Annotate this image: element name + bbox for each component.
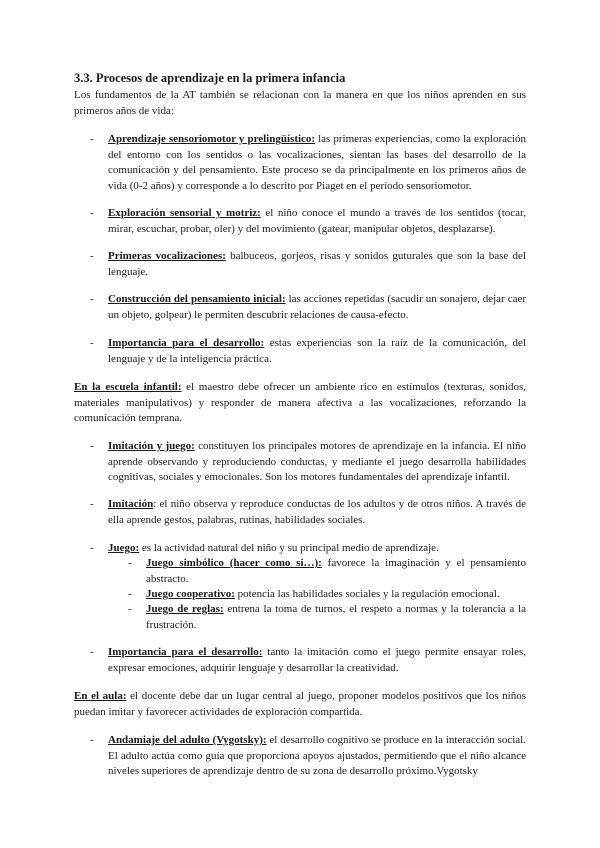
list-item: [108, 206, 526, 237]
list-item: [108, 733, 526, 780]
paragraph-term: En el aula:: [74, 690, 127, 702]
bullet-dash: -: [90, 337, 94, 349]
item-term: Imitación: [108, 498, 154, 510]
item-term: Juego cooperativo:: [146, 588, 235, 600]
intro-paragraph: Los fundamentos de la AT también se relacionan con la manera en que los niños aprenden en sus primeros años de vida:: [74, 89, 526, 117]
item-term: Exploración sensorial y motriz:: [108, 207, 261, 219]
bullet-dash: -: [90, 207, 94, 219]
item-text: estas experiencias son la raíz de la comunicación, del lenguaje y de la inteligencia práctica.: [108, 337, 526, 365]
item-term: Importancia para el desarrollo:: [108, 646, 263, 658]
classroom-paragraph: [74, 689, 526, 720]
bullet-dash: -: [90, 133, 94, 145]
bullet-dash: -: [90, 250, 94, 262]
bullet-dash: -: [90, 646, 94, 658]
item-term: Juego de reglas:: [146, 603, 224, 615]
sub-list-item: [146, 556, 526, 587]
bullet-dash: -: [90, 498, 94, 510]
item-term: Primeras vocalizaciones:: [108, 250, 226, 262]
item-text: el desarrollo cognitivo se produce en la interacción social. El adulto actúa como guía que proporciona apoyos ajustados, permitiendo que el niño alcance niveles superiores de aprendizaje dentro de su zona de desarrollo próximo.Vygotsky: [108, 734, 526, 777]
list-item: [108, 336, 526, 367]
item-term: Construcción del pensamiento inicial:: [108, 293, 286, 305]
list-item: [108, 541, 526, 557]
sub-list-item: [146, 587, 526, 603]
item-text: el niño conoce el mundo a través de los sentidos (tocar, mirar, escuchar, probar, oler) y del movimiento (gatear, manipular objetos, desplazarse).: [108, 207, 526, 235]
paragraph-term: En la escuela infantil:: [74, 381, 182, 393]
list-item: [108, 645, 526, 676]
list-item: [108, 497, 526, 528]
list-item: [108, 249, 526, 280]
item-text: las acciones repetidas (sacudir un sonajero, dejar caer un objeto, golpear) le permiten descubrir relaciones de causa-efecto.: [108, 293, 527, 321]
item-text: es la actividad natural del niño y su principal medio de aprendizaje.: [139, 542, 439, 554]
item-text: tanto la imitación como el juego permite ensayar roles, expresar emociones, adquirir lenguaje y desarrollar la creatividad.: [108, 646, 526, 674]
bullet-dash: -: [90, 293, 94, 305]
item-term: Aprendizaje sensoriomotor y prelingüístico:: [108, 133, 316, 145]
item-text: favorece la imaginación y el pensamiento abstracto.: [146, 557, 526, 585]
paragraph-text: el docente debe dar un lugar central al juego, proponer modelos positivos que los niños puedan imitar y favorecer actividades de exploración compartida.: [74, 690, 526, 718]
paragraph-text: el maestro debe ofrecer un ambiente rico en estímulos (texturas, sonidos, materiales manipulativos) y responder de manera afectiva a las vocalizaciones, reforzando la comunicación temprana.: [74, 381, 526, 424]
item-term: Importancia para el desarrollo:: [108, 337, 265, 349]
item-text: : el niño observa y reproduce conductas de los adultos y de otros niños. A través de ella aprende gestos, palabras, rutinas, habilidades sociales.: [108, 498, 526, 526]
item-text: constituyen los principales motores de aprendizaje en la infancia. El niño aprende observando y reproduciendo conductas, y mediante el juego desarrolla habilidades cognitivas, sociales y emocionales. Son los motores fundamentales del aprendizaje infantil.: [108, 440, 526, 483]
sub-bullet-dash: -: [128, 557, 132, 569]
item-text: las primeras experiencias, como la exploración del entorno con los sentidos o las vocalizaciones, sientan las bases del desarrollo de la comunicación y del pensamiento. Este proceso se da principalmente en los primeros años de vida (0-2 años) y corresponde a lo descrito por Piaget en el período sensoriomotor.: [108, 133, 526, 192]
list-item: [108, 292, 526, 323]
bullet-dash: -: [90, 734, 94, 746]
sub-bullet-dash: -: [128, 603, 132, 615]
sub-list-item: [146, 602, 526, 633]
bullet-dash: -: [90, 440, 94, 452]
section-heading: 3.3. Procesos de aprendizaje en la primera infancia: [74, 71, 346, 85]
item-term: Juego simbólico (hacer como si…):: [146, 557, 322, 569]
bullet-dash: -: [90, 542, 94, 554]
item-text: potencia las habilidades sociales y la regulación emocional.: [234, 588, 500, 600]
item-term: Andamiaje del adulto (Vygotsky):: [108, 734, 267, 746]
school-paragraph: [74, 380, 526, 427]
item-text: balbuceos, gorjeos, risas y sonidos guturales que son la base del lenguaje.: [108, 250, 526, 278]
item-text: entrena la toma de turnos, el respeto a normas y la tolerancia a la frustración.: [146, 603, 526, 631]
list-item: [108, 439, 526, 486]
sub-bullet-dash: -: [128, 588, 132, 600]
item-term: Imitación y juego:: [108, 440, 195, 452]
item-term: Juego:: [108, 542, 140, 554]
list-item: [108, 132, 526, 194]
